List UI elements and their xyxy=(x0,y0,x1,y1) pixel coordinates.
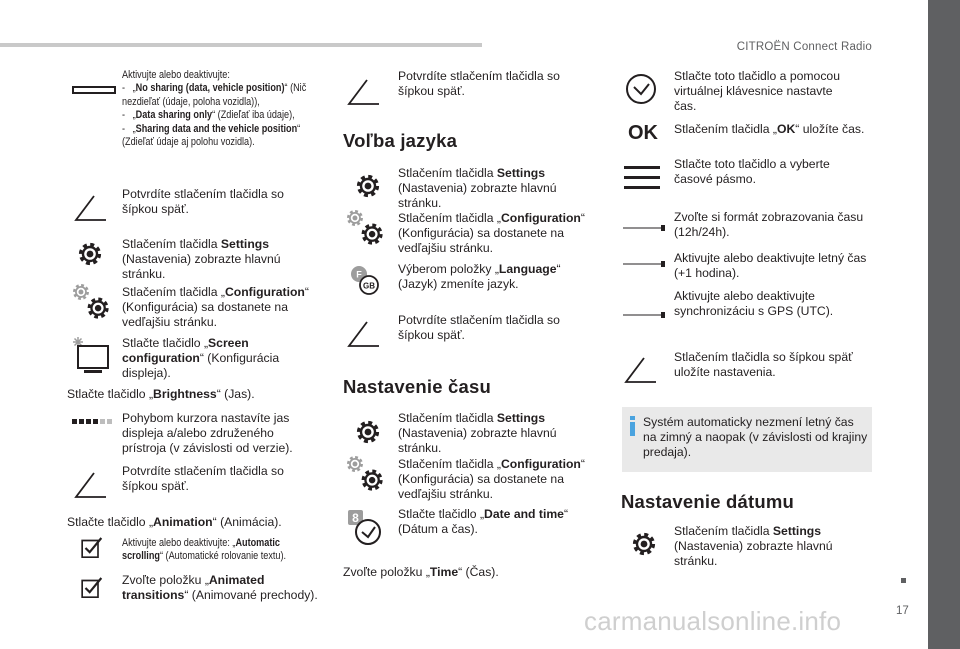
gps-sync-instruction: Aktivujte alebo deaktivujte synchronizáciu s GPS (UTC). xyxy=(674,289,834,319)
toggle-line-icon-3[interactable] xyxy=(623,303,665,323)
configuration-instruction-2: Stlačením tlačidla „Configuration“ (Konfigurácia) sa dostanete na vedľajšiu stránku. xyxy=(398,211,585,256)
keyboard-instruction: Stlačte toto tlačidlo a pomocou virtuálnej klávesnice nastavte čas. xyxy=(674,69,840,114)
confirm-back-text-3: Potvrdíte stlačením tlačidla so šípkou späť. xyxy=(398,69,560,99)
ok-icon[interactable] xyxy=(623,116,663,146)
configuration-instruction-3: Stlačením tlačidla „Configuration“ (Konfigurácia) sa dostanete na vedľajšiu stránku. xyxy=(398,457,585,502)
back-arrow-icon-2[interactable] xyxy=(72,467,108,503)
ok-icon-label: OK xyxy=(628,122,658,144)
time-zone-instruction: Stlačte toto tlačidlo a vyberte časové pásmo. xyxy=(674,157,830,187)
list-menu-icon[interactable] xyxy=(623,162,661,194)
date-time-icon[interactable] xyxy=(346,508,386,548)
back-arrow-icon[interactable] xyxy=(72,190,108,226)
checkbox-icon-2[interactable] xyxy=(78,573,108,603)
date-time-instruction: Stlačte tlačidlo „Date and time“ (Dátum a čas). xyxy=(398,507,569,537)
brightness-instruction: Stlačte tlačidlo „Brightness“ (Jas). xyxy=(67,387,255,401)
ok-instruction: Stlačením tlačidla „OK“ uložíte čas. xyxy=(674,122,865,136)
configuration-gears-icon-3[interactable] xyxy=(346,456,386,496)
watermark: carmanualsonline.info xyxy=(584,606,842,636)
screen-config-instruction: Stlačte tlačidlo „Screen configuration“ (Konfigurácia displeja). xyxy=(122,336,280,381)
page-number: 17 xyxy=(896,605,909,617)
configuration-gears-icon-2[interactable] xyxy=(346,210,386,250)
settings-gear-icon-4[interactable] xyxy=(626,526,662,562)
page-header-title: CITROËN Connect Radio xyxy=(736,41,872,53)
language-flag-icon[interactable] xyxy=(346,264,386,296)
save-settings-instruction: Stlačením tlačidla so šípkou späť uložíte nastavenia. xyxy=(674,350,853,380)
text-field-icon xyxy=(72,72,116,108)
time-option-instruction: Zvoľte položku „Time“ (Čas). xyxy=(343,565,499,579)
settings-gear-icon-3[interactable] xyxy=(350,414,386,450)
screen-brightness-icon[interactable] xyxy=(72,336,112,376)
animation-instruction: Stlačte tlačidlo „Animation“ (Animácia). xyxy=(67,515,282,529)
privacy-options: Aktivujte alebo deaktivujte: - „No sharing (data, vehicle position)“ (Nič nezdieľať (údaje, poloha vozidla)), - „Data sharing only“ (Zdieľať iba údaje), - „Sharing data and the vehicle position“ (Zdieľať údaje aj polohu vozidla). xyxy=(122,69,307,149)
date-section-heading: Nastavenie dátumu xyxy=(621,491,795,512)
settings-instruction: Stlačením tlačidla Settings (Nastavenia) zobrazte hlavnú stránku. xyxy=(122,237,281,282)
toggle-line-icon[interactable] xyxy=(623,216,665,236)
settings-instruction-2: Stlačením tlačidla Settings (Nastavenia) zobrazte hlavnú stránku. xyxy=(398,166,557,211)
settings-gear-icon[interactable] xyxy=(72,236,108,272)
settings-instruction-4: Stlačením tlačidla Settings (Nastavenia) zobrazte hlavnú stránku. xyxy=(674,524,833,569)
time-format-instruction: Zvoľte si formát zobrazovania času (12h/24h). xyxy=(674,210,864,240)
language-instruction: Výberom položky „Language“ (Jazyk) zmeníte jazyk. xyxy=(398,262,561,292)
side-tab xyxy=(928,0,960,649)
lang-icon-gb: GB xyxy=(363,281,375,291)
back-arrow-icon-4[interactable] xyxy=(345,316,381,352)
confirm-back-text-2: Potvrdíte stlačením tlačidla so šípkou späť. xyxy=(122,464,284,494)
settings-gear-icon-2[interactable] xyxy=(350,168,386,204)
toggle-line-icon-2[interactable] xyxy=(623,252,665,272)
info-note-text: Systém automaticky nezmení letný čas na zimný a naopak (v závislosti od krajiny predaja). xyxy=(643,415,868,460)
auto-scroll-instruction: Aktivujte alebo deaktivujte: „Automatic scrolling“ (Automatické rolovanie textu). xyxy=(122,537,287,563)
back-arrow-icon-3[interactable] xyxy=(345,74,381,110)
animated-transitions-instruction: Zvoľte položku „Animated transitions“ (Animované prechody). xyxy=(122,573,318,603)
language-section-heading: Voľba jazyka xyxy=(343,130,458,151)
date-icon-number: 8 xyxy=(352,511,359,525)
keyboard-check-circle-icon[interactable] xyxy=(623,71,659,107)
configuration-gears-icon[interactable] xyxy=(72,284,112,324)
info-icon xyxy=(628,416,637,436)
confirm-back-text-1: Potvrdíte stlačením tlačidla so šípkou späť. xyxy=(122,187,284,217)
top-rule xyxy=(0,43,482,47)
configuration-instruction: Stlačením tlačidla „Configuration“ (Konfigurácia) sa dostanete na vedľajšiu stránku. xyxy=(122,285,309,330)
slider-dots-icon[interactable] xyxy=(70,412,114,432)
lang-icon-f: F xyxy=(356,269,362,280)
checkbox-icon[interactable] xyxy=(78,533,108,563)
confirm-back-text-4: Potvrdíte stlačením tlačidla so šípkou späť. xyxy=(398,313,560,343)
time-section-heading: Nastavenie času xyxy=(343,376,492,397)
back-arrow-icon-5[interactable] xyxy=(622,352,658,388)
slider-instruction: Pohybom kurzora nastavíte jas displeja a/alebo združeného prístroja (v závislosti od verzie). xyxy=(122,411,293,456)
end-of-section-mark xyxy=(901,578,906,583)
summer-time-instruction: Aktivujte alebo deaktivujte letný čas (+1 hodina). xyxy=(674,251,867,281)
settings-instruction-3: Stlačením tlačidla Settings (Nastavenia) zobrazte hlavnú stránku. xyxy=(398,411,557,456)
